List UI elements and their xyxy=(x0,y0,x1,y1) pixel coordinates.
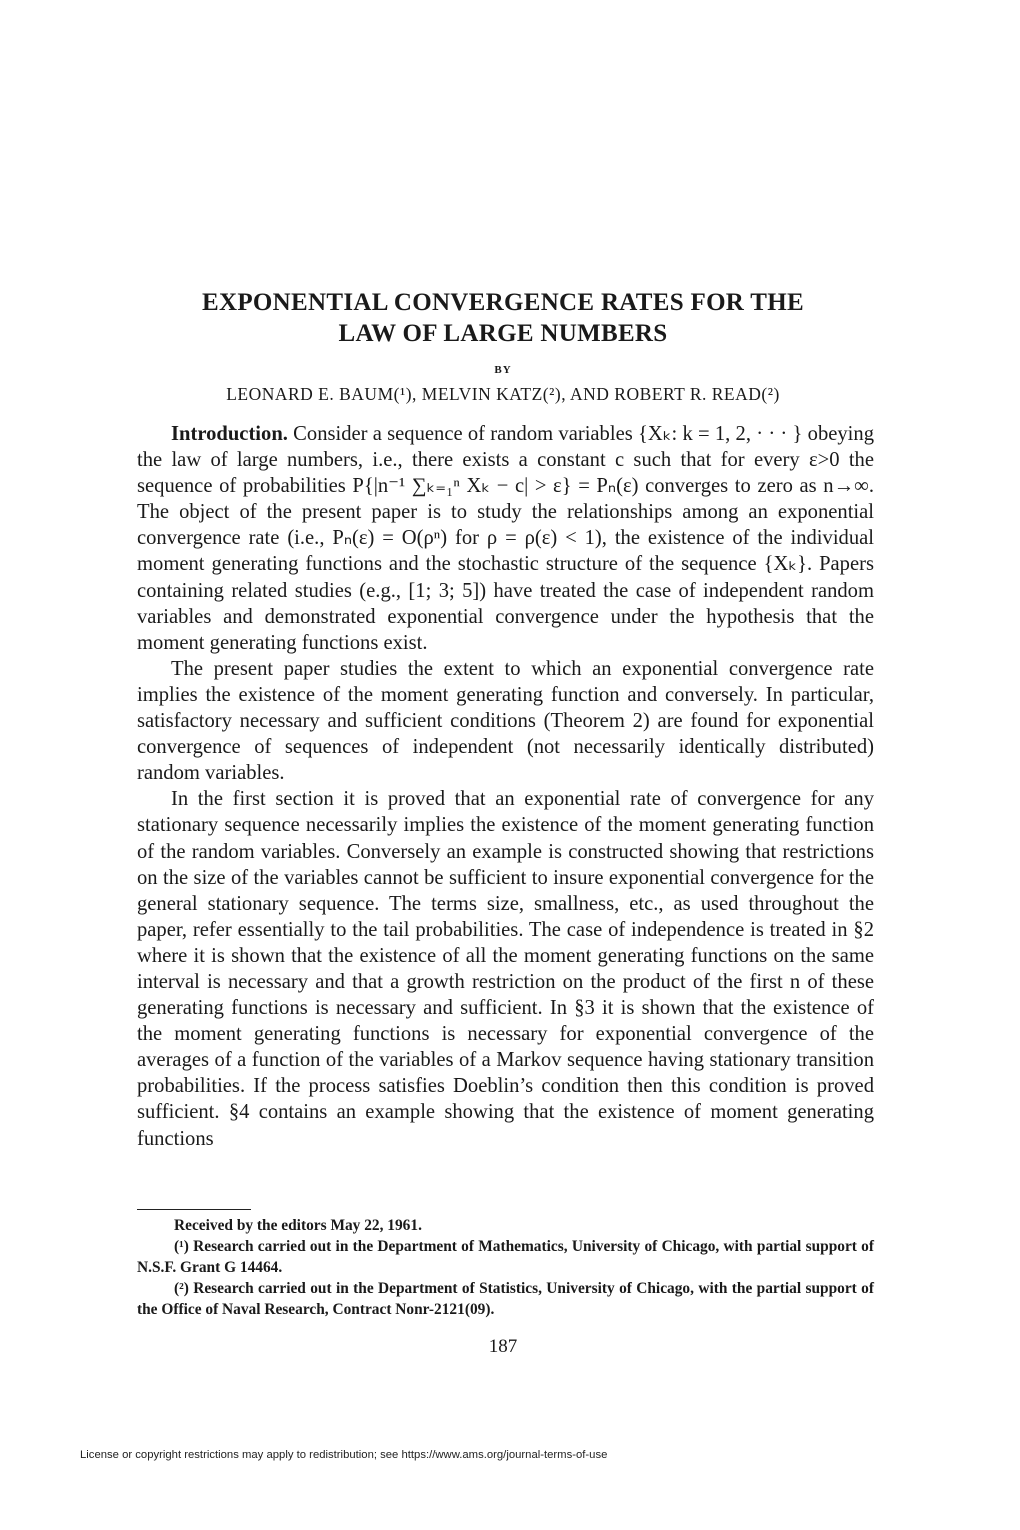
byline: BY xyxy=(494,364,512,376)
paragraph-1-text: Consider a sequence of random variables {Xₖ: k = 1, 2, · · · } obeying the law of large numbers, i.e., there exists a constant c such that for every ε>0 the sequence of probabilities P{|n⁻¹ ∑ₖ₌₁ⁿ Xₖ − c| > ε} = Pₙ(ε) converges to zero as n→∞. The object of the present paper is to study the relationships among an exponential convergence rate (i.e., Pₙ(ε) = O(ρⁿ) for ρ = ρ(ε) < 1), the existence of the individual moment generating functions and the stochastic structure of the sequence {Xₖ}. Papers containing related studies (e.g., [1; 3; 5]) have treated the case of independent random variables and demonstrated exponential convergence under the hypothesis that the moment generating functions exist. xyxy=(137,423,874,654)
paragraph-introduction xyxy=(137,421,874,656)
page-number: 187 xyxy=(488,1336,518,1357)
paragraph-3: In the first section it is proved that an exponential rate of convergence for any stationary sequence necessarily implies the existence of the moment generating function of the random variables. Conversely an example is constructed showing that restrictions on the size of the variables cannot be sufficient to insure exponential convergence for the general stationary sequence. The terms size, smallness, etc., as used throughout the paper, refer essentially to the tail probabilities. The case of independence is treated in §2 where it is shown that the existence of all the moment generating functions on the same interval is necessary and that a growth restriction on the product of the first n of these generating functions is necessary and sufficient. In §3 it is shown that the existence of the moment generating functions is necessary for exponential convergence of the averages of a function of the variables of a Markov sequence having stationary transition probabilities. If the process satisfies Doeblin’s condition then this condition is proved sufficient. §4 contains an example showing that the existence of moment generating functions xyxy=(137,788,874,1150)
title-line-1: EXPONENTIAL CONVERGENCE RATES FOR THE xyxy=(202,289,804,316)
license-notice: License or copyright restrictions may apply to redistribution; see https://www.ams.org/journal-terms-of-use xyxy=(80,1449,608,1461)
article-body xyxy=(137,421,874,1152)
paper-title xyxy=(138,287,868,349)
footnote-divider xyxy=(137,1209,251,1210)
author-list: LEONARD E. BAUM(¹), MELVIN KATZ(²), AND ROBERT R. READ(²) xyxy=(226,384,780,404)
title-line-2: LAW OF LARGE NUMBERS xyxy=(338,320,668,347)
footnote-1: (¹) Research carried out in the Department of Mathematics, University of Chicago, with partial support of N.S.F. Grant G 14464. xyxy=(137,1238,874,1276)
footnote-2: (²) Research carried out in the Department of Statistics, University of Chicago, with the partial support of the Office of Naval Research, Contract Nonr-2121(09). xyxy=(137,1280,874,1318)
section-heading-introduction: Introduction. xyxy=(171,423,288,445)
paragraph-2: The present paper studies the extent to which an exponential convergence rate implies the existence of the moment generating function and conversely. In particular, satisfactory necessary and sufficient conditions (Theorem 2) are found for exponential convergence of sequences of independent (not necessarily identically distributed) random variables. xyxy=(137,657,874,785)
footnotes xyxy=(137,1215,874,1320)
received-note: Received by the editors May 22, 1961. xyxy=(174,1217,422,1234)
